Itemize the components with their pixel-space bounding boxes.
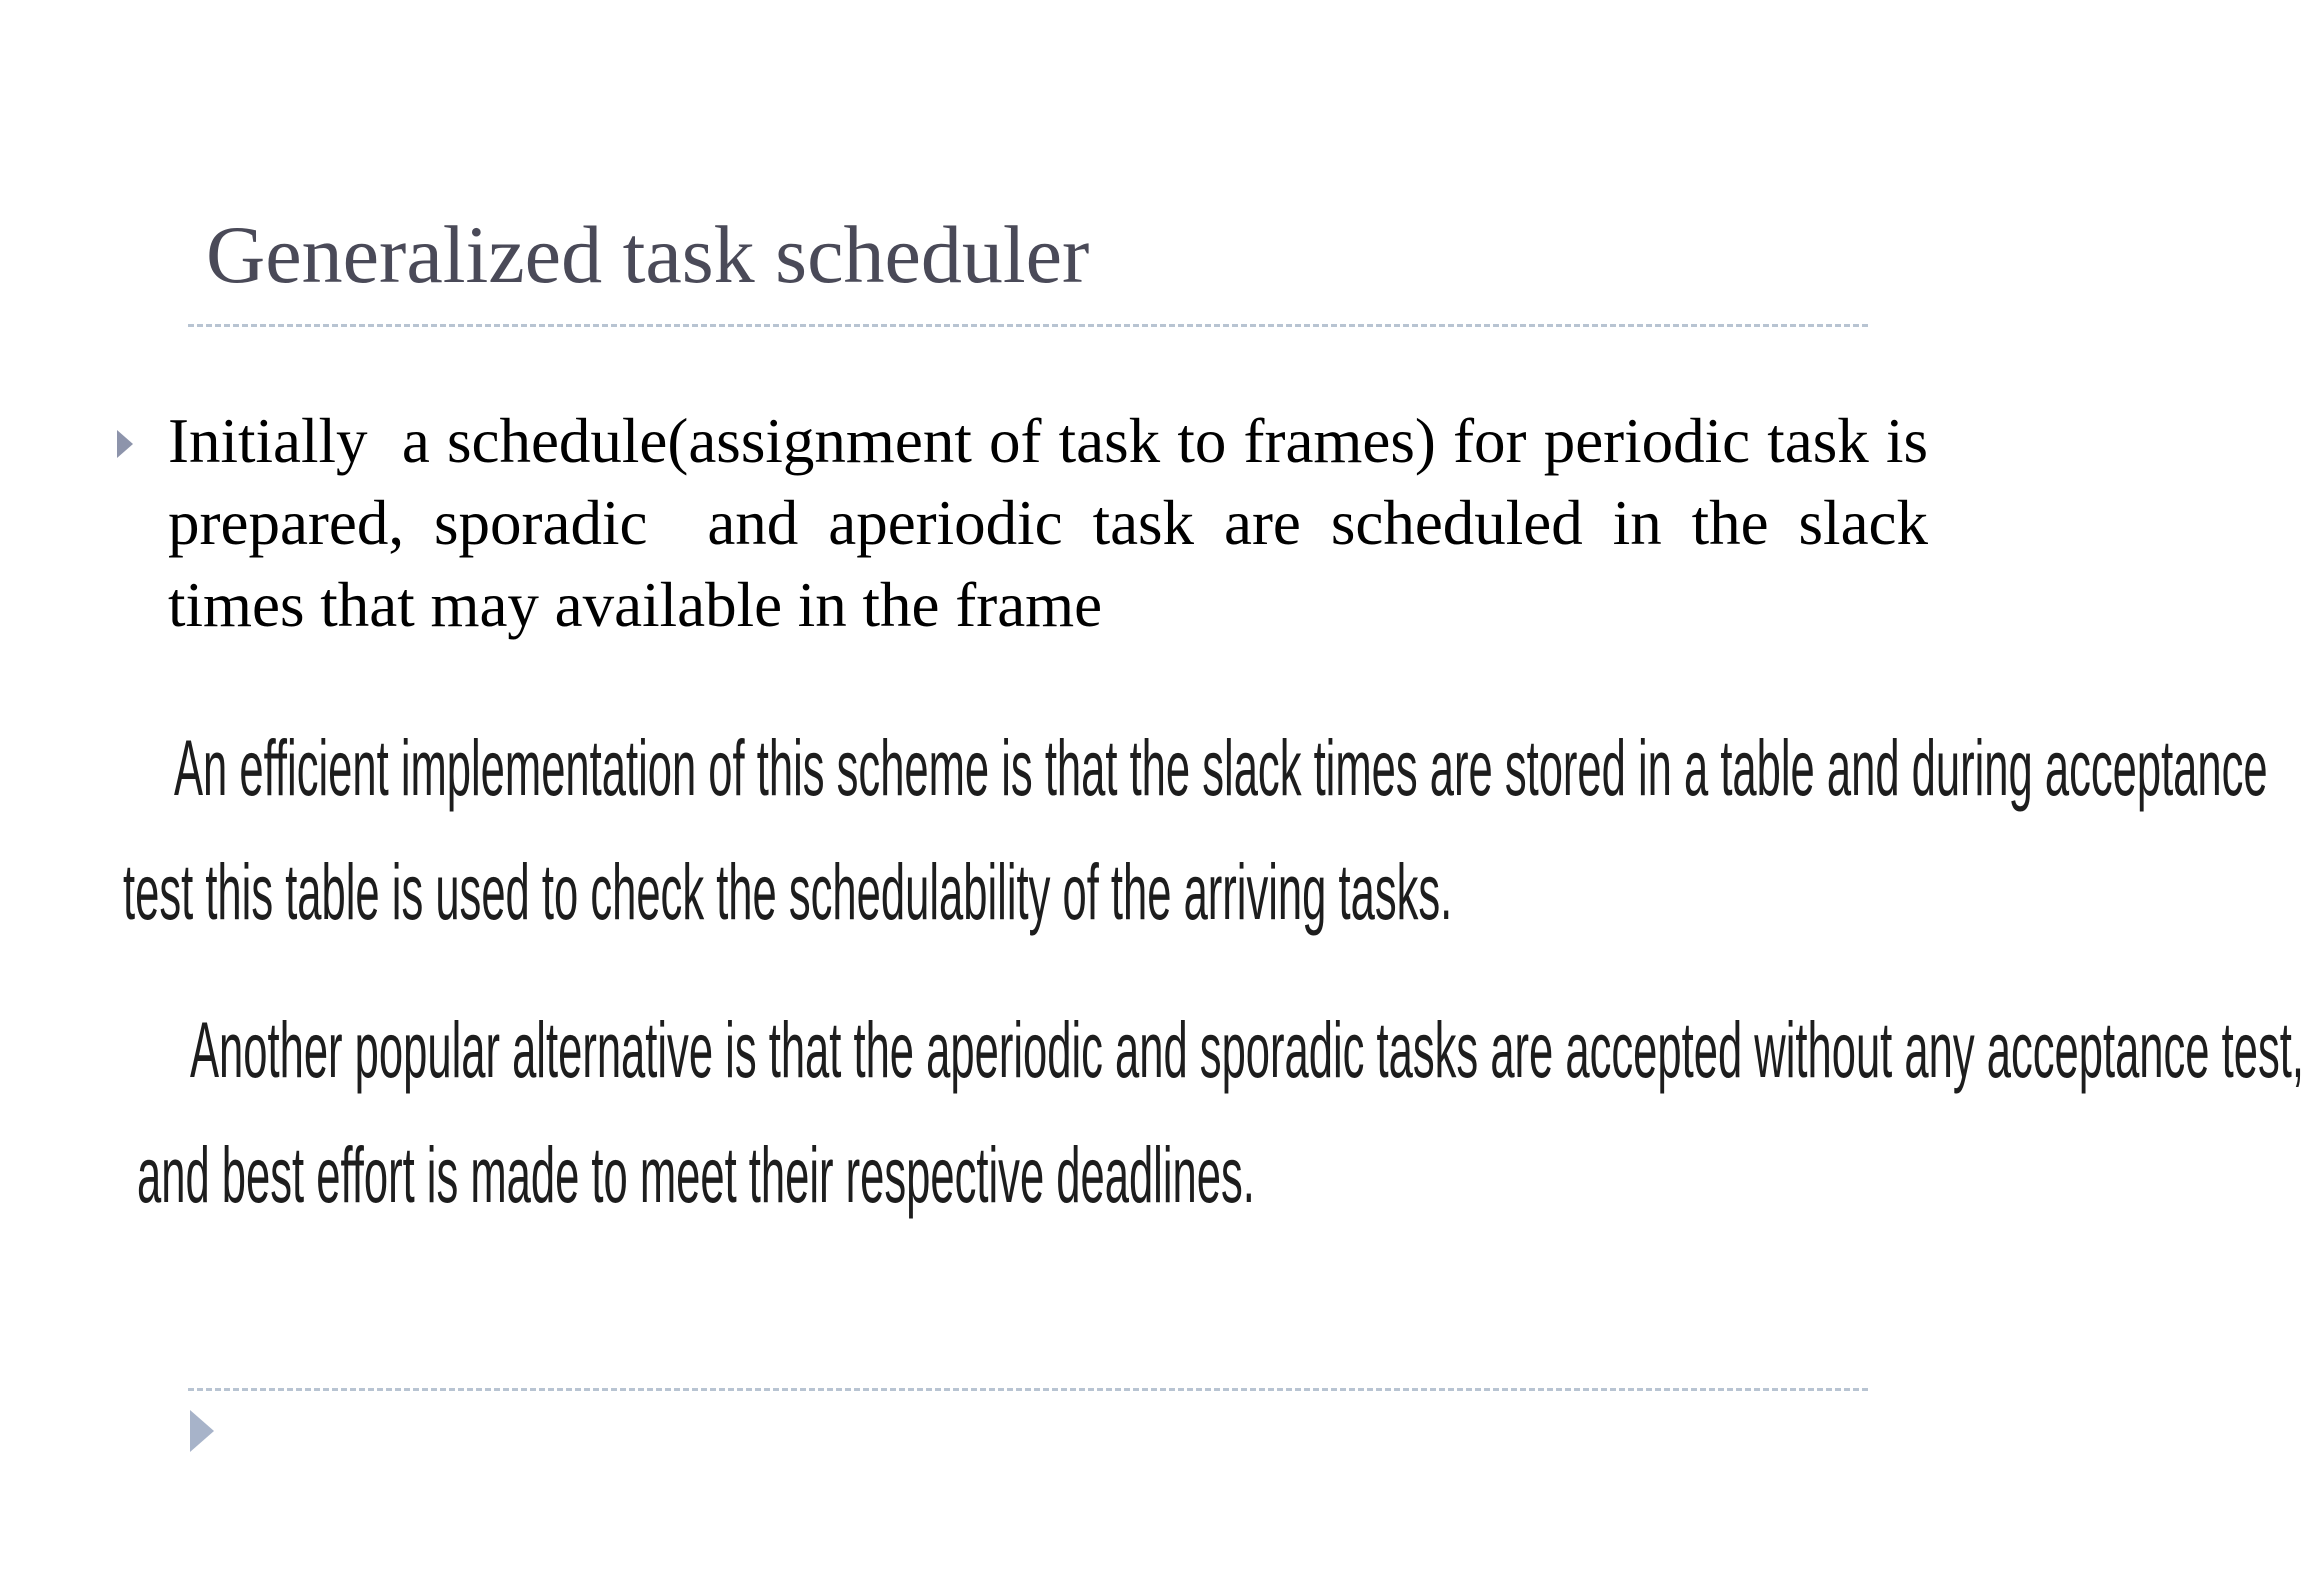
scanned-text-line: Another popular alternative is that the aperiodic and sporadic tasks are accepted without any acceptance test, bbox=[190, 1005, 2304, 1094]
scanned-text-line: test this table is used to check the schedulability of the arriving tasks. bbox=[123, 847, 1453, 936]
footer-divider bbox=[188, 1388, 1868, 1391]
footer-triangle-icon bbox=[190, 1410, 214, 1452]
scanned-text-line: and best effort is made to meet their respective deadlines. bbox=[137, 1130, 1255, 1219]
title-divider bbox=[188, 324, 1868, 327]
bullet-text: Initially a schedule(assignment of task to frames) for periodic task is prepared, sporadic and aperiodic task are scheduled in the slack times that may available in the frame bbox=[168, 406, 1944, 640]
bullet-triangle-icon bbox=[117, 430, 133, 458]
slide-title: Generalized task scheduler bbox=[206, 209, 1090, 300]
scanned-text-line: An efficient implementation of this scheme is that the slack times are stored in a table and during acceptance bbox=[174, 723, 2268, 812]
